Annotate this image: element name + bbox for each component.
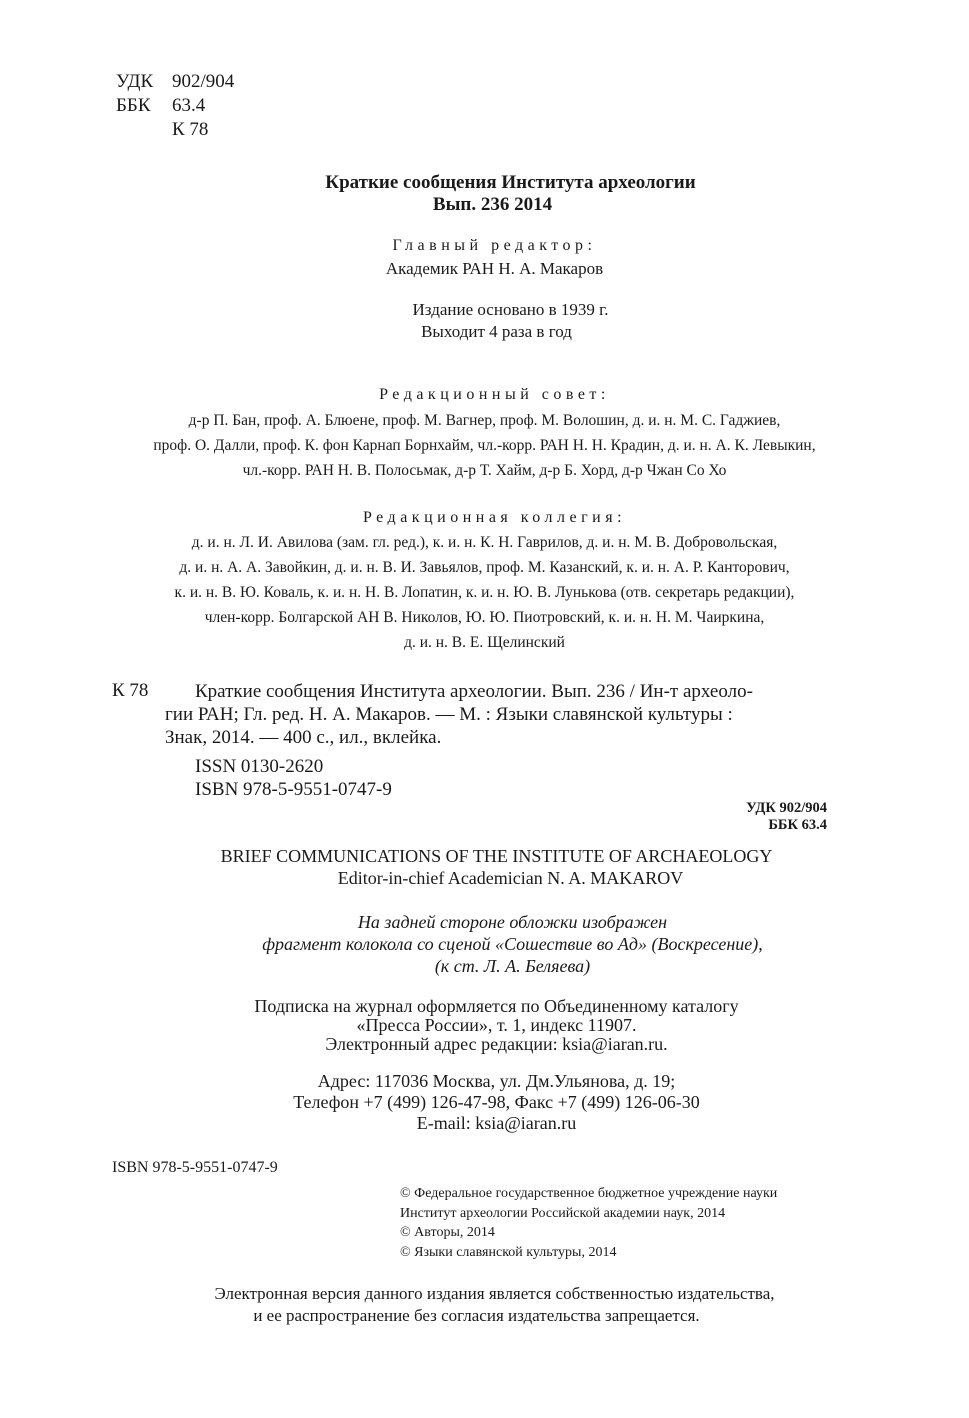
copyright-line-4: © Языки славянской культуры, 2014 xyxy=(400,1244,617,1260)
editorial-board-line-2: д. и. н. А. А. Завойкин, д. и. н. В. И. Завьялов, проф. М. Казанский, к. и. н. А. Р. Канторович, xyxy=(179,559,790,576)
chief-editor-name: Академик РАН Н. А. Макаров xyxy=(385,259,604,278)
author-sign: К 78 xyxy=(172,119,209,140)
bbk-row xyxy=(116,94,234,118)
notice-line-2: и ее распространение без согласия издательства запрещается. xyxy=(253,1306,700,1325)
editorial-council-line-2: проф. О. Далли, проф. К. фон Карнап Борнхайм, чл.-корр. РАН Н. Н. Крадин, д. и. н. А. К. Левыкин, xyxy=(153,437,816,454)
udk-row xyxy=(116,70,234,94)
founded-year: Издание основано в 1939 г. xyxy=(412,300,609,319)
udk-value: 902/904 xyxy=(172,71,235,92)
issn: ISSN 0130-2620 xyxy=(195,756,324,777)
english-title: BRIEF COMMUNICATIONS OF THE INSTITUTE OF ARCHAEOLOGY xyxy=(220,846,773,866)
subscription-line-3: Электронный адрес редакции: ksia@iaran.ru. xyxy=(325,1034,668,1054)
copyright-institute: Институт археологии Российской академии наук, 2014 xyxy=(400,1205,726,1221)
bbk-label: ББК xyxy=(116,95,151,116)
isbn: ISBN 978-5-9551-0747-9 xyxy=(195,779,392,800)
isbn-footer: ISBN 978-5-9551-0747-9 xyxy=(112,1159,278,1176)
classification-block xyxy=(116,70,234,142)
cover-note-line-1: На задней стороне обложки изображен xyxy=(357,912,668,932)
subscription-line-1: Подписка на журнал оформляется по Объединенному каталогу xyxy=(254,996,739,1016)
chief-editor-heading: Главный редактор: xyxy=(392,237,597,254)
copyright-block xyxy=(400,1184,777,1262)
copyright-line-3: © Авторы, 2014 xyxy=(400,1225,495,1240)
bibliography-bbk: ББК 63.4 xyxy=(768,817,827,833)
notice-line-1: Электронная версия данного издания является собственностью издательства, xyxy=(214,1284,775,1303)
subscription-line-2: «Пресса России», т. 1, индекс 11907. xyxy=(356,1015,637,1035)
bbk-value: 63.4 xyxy=(172,95,206,116)
editorial-council-line-1: д-р П. Бан, проф. А. Блюене, проф. М. Вагнер, проф. М. Волошин, д. и. н. М. С. Гаджиев, xyxy=(188,412,781,429)
english-editor: Editor-in-chief Academician N. A. MAKAROV xyxy=(337,868,684,888)
cover-note-line-2: фрагмент колокола со сценой «Сошествие во Ад» (Воскресение), xyxy=(262,934,763,954)
udk-label: УДК xyxy=(116,71,154,92)
address: Адрес: 117036 Москва, ул. Дм.Ульянова, д. 19; xyxy=(317,1071,676,1091)
phone-fax: Телефон +7 (499) 126-47-98, Факс +7 (499) 126-06-30 xyxy=(293,1092,700,1112)
copyright-line-1: © Федеральное государственное бюджетное учреждение науки xyxy=(400,1186,778,1201)
bibliography-udk: УДК 902/904 xyxy=(746,800,827,816)
journal-title: Краткие сообщения Института археологии xyxy=(325,172,696,193)
bibliography-line-1: Краткие сообщения Института археологии. Вып. 236 / Ин-т археоло- xyxy=(195,681,753,702)
bibliography-sign: К 78 xyxy=(112,680,149,701)
bibliography-line-2: гии РАН; Гл. ред. Н. А. Макаров. — М. : Языки славянской культуры : xyxy=(165,704,733,725)
author-sign-row xyxy=(116,118,234,142)
email: E-mail: ksia@iaran.ru xyxy=(416,1113,577,1133)
editorial-board-heading: Редакционная коллегия: xyxy=(362,509,627,526)
issue-number: Вып. 236 2014 xyxy=(432,194,553,215)
editorial-board-line-5: д. и. н. В. Е. Щелинский xyxy=(404,634,565,651)
publication-frequency: Выходит 4 раза в год xyxy=(421,322,572,341)
editorial-council-heading: Редакционный совет: xyxy=(379,386,610,403)
editorial-board-line-3: к. и. н. В. Ю. Коваль, к. и. н. Н. В. Лопатин, к. и. н. Ю. В. Лунькова (отв. секретарь редакции), xyxy=(174,584,795,601)
editorial-board-line-1: д. и. н. Л. И. Авилова (зам. гл. ред.), к. и. н. К. Н. Гаврилов, д. и. н. М. В. Добровольская, xyxy=(191,534,778,551)
editorial-council-line-3: чл.-корр. РАН Н. В. Полосьмак, д-р Т. Хайм, д-р Б. Хорд, д-р Чжан Со Хо xyxy=(242,462,727,479)
cover-note-line-3: (к ст. Л. А. Беляева) xyxy=(434,956,591,976)
editorial-board-line-4: член-корр. Болгарской АН В. Николов, Ю. Ю. Пиотровский, к. и. н. Н. М. Чаиркина, xyxy=(204,609,765,626)
bibliography-line-3: Знак, 2014. — 400 с., ил., вклейка. xyxy=(165,727,442,748)
bibliography-classification xyxy=(746,800,827,834)
copyright-line-2 xyxy=(400,1204,777,1224)
